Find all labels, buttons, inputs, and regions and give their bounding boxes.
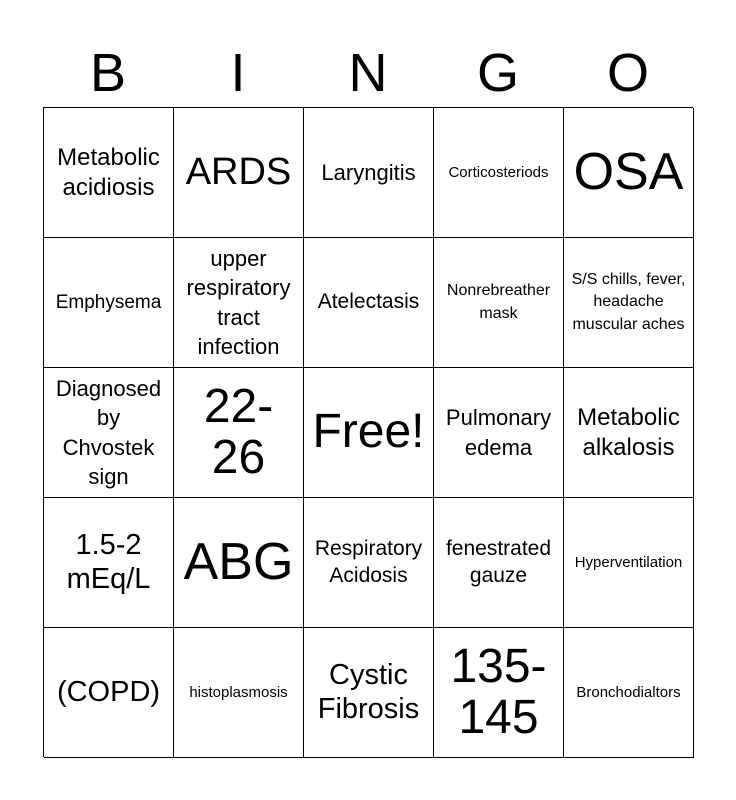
bingo-cell[interactable] (434, 238, 564, 368)
bingo-cell[interactable] (564, 628, 694, 758)
cell-text: Laryngitis (321, 159, 416, 185)
bingo-cell[interactable] (434, 368, 564, 498)
bingo-cell[interactable] (44, 108, 174, 238)
free-space-cell[interactable] (304, 368, 434, 498)
bingo-cell[interactable] (174, 368, 304, 498)
cell-text: Atelectasis (317, 290, 420, 314)
cell-text: ABG (183, 533, 294, 592)
bingo-cell[interactable] (304, 498, 434, 628)
cell-text: histoplasmosis (189, 684, 288, 701)
cell-text: Emphysema (55, 291, 162, 313)
bingo-cell[interactable] (304, 628, 434, 758)
cell-text: Diagnosed by Chvostek sign (55, 376, 162, 489)
bingo-cell[interactable] (44, 368, 174, 498)
bingo-cell[interactable] (44, 498, 174, 628)
bingo-card (43, 107, 693, 757)
cell-text: Bronchodialtors (576, 684, 681, 701)
bingo-cell[interactable] (44, 628, 174, 758)
header-letter-g: G (476, 43, 519, 103)
bingo-header (43, 40, 693, 106)
cell-text: 22-26 (203, 380, 274, 484)
cell-text: S/S chills, fever, headache muscular aches (571, 270, 686, 333)
bingo-cell[interactable] (564, 368, 694, 498)
cell-text: 1.5-2 mEq/L (66, 529, 151, 595)
bingo-cell[interactable] (564, 108, 694, 238)
header-letter-b: B (89, 43, 127, 103)
header-letter-n: N (348, 43, 388, 103)
cell-text: fenestrated gauze (445, 537, 552, 587)
bingo-cell[interactable] (564, 498, 694, 628)
bingo-cell[interactable] (304, 108, 434, 238)
cell-text: upper respiratory tract infection (186, 246, 291, 359)
bingo-cell[interactable] (434, 108, 564, 238)
bingo-cell[interactable] (174, 498, 304, 628)
cell-text: Hyperventilation (574, 554, 683, 571)
bingo-cell[interactable] (174, 628, 304, 758)
cell-text: Cystic Fibrosis (317, 659, 420, 725)
cell-text: Corticosteriods (448, 164, 549, 181)
free-space-text: Free! (312, 405, 425, 459)
cell-text: ARDS (185, 150, 292, 193)
bingo-cell[interactable] (434, 628, 564, 758)
cell-text: Nonrebreather mask (446, 282, 551, 322)
cell-text: Respiratory Acidosis (314, 537, 423, 587)
header-letter-i: I (230, 43, 246, 103)
bingo-cell[interactable] (304, 238, 434, 368)
bingo-cell[interactable] (174, 108, 304, 238)
bingo-cell[interactable] (174, 238, 304, 368)
cell-text: Metabolic acidiosis (57, 143, 160, 201)
bingo-cell[interactable] (44, 238, 174, 368)
cell-text: Pulmonary edema (445, 405, 552, 460)
cell-text: (COPD) (56, 675, 161, 708)
cell-text: Metabolic alkalosis (577, 403, 680, 461)
header-letter-o: O (606, 43, 649, 103)
cell-text: 135-145 (450, 640, 547, 744)
cell-text: OSA (573, 143, 684, 202)
bingo-cell[interactable] (564, 238, 694, 368)
bingo-cell[interactable] (434, 498, 564, 628)
